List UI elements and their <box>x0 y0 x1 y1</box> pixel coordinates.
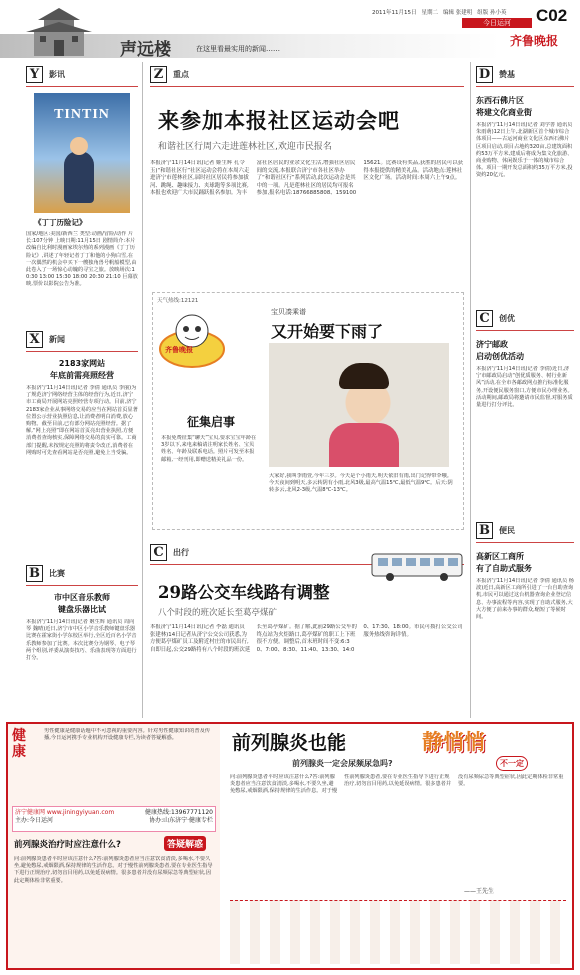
health-ad <box>6 722 574 970</box>
economy-headline-1: 东西石佛片区 <box>476 96 524 105</box>
service-body: 本报济宁11月14日讯(记者 李倩 通讯员 杨波)近日,高新区工商所引进了一台自助查询机,市民可以通过这台机器查询企业登记信息、办事流程等内容,实现了自助式服务,大大方便了前来办事的群众,缩短了等候时间。 <box>476 578 574 621</box>
ad-hotline: 健康热线:13967771120 <box>144 809 213 816</box>
startup-headline-2: 启动创优活动 <box>476 352 524 361</box>
ad-sponsor: 主办:今日运河 <box>15 817 54 824</box>
startup-section-header <box>476 310 574 331</box>
column-divider <box>142 62 143 718</box>
child-photo <box>269 343 449 467</box>
weather-hotline: 天气热线:12121 <box>157 298 199 304</box>
section-tag: 重点 <box>173 70 189 79</box>
ad-ask-tag: 不一定 <box>496 756 528 771</box>
section-tag: 新闻 <box>49 335 65 344</box>
section-tag: 比赛 <box>49 569 65 578</box>
bus-story <box>150 544 464 718</box>
film-section-header <box>26 66 138 87</box>
paper-logo: 齐鲁晚报 <box>510 34 559 48</box>
ad-product-photo <box>230 900 566 964</box>
section-red-tab: 今日运河 <box>462 18 532 28</box>
right-column <box>476 66 574 714</box>
news-section-header <box>26 331 138 352</box>
feature-story <box>150 66 464 278</box>
bus-headline: 29路公交车线路有调整 <box>158 583 330 602</box>
section-tag: 创优 <box>499 314 515 323</box>
service-section-header <box>476 522 574 543</box>
news-headline-2: 年底前需亮照经营 <box>50 371 114 380</box>
ad-info-bar <box>12 806 216 832</box>
page-number: C02 <box>536 6 568 25</box>
service-headline-1: 高新区工商所 <box>476 552 524 561</box>
weather-headline: 又开始要下雨了 <box>271 322 384 341</box>
section-letter: X <box>26 331 43 348</box>
section-letter: C <box>150 544 167 561</box>
weather-badge: 齐鲁晚报 <box>165 346 193 354</box>
section-letter: C <box>476 310 493 327</box>
section-tag: 出行 <box>173 548 189 557</box>
startup-body: 本报济宁11月14日讯(记者 李倩)近日,济宁市邮政局启动“创优质服务、树行业新风”活动,在全市各邮政网点推行标准化服务,开设便民服务窗口,方便市民办理业务。活动期间,邮政局将邀请市民监督,对服务质量进行打分评比。 <box>476 366 573 409</box>
column-banner <box>0 34 500 58</box>
startup-headline-1: 济宁邮政 <box>476 340 508 349</box>
caption-title: 征集启事 <box>187 415 236 429</box>
ad-stamp: 答疑解惑 <box>164 836 206 851</box>
health-title: 健康 <box>12 728 26 760</box>
left-column <box>26 66 138 714</box>
film-body: 国家/地区:美国/新西兰 类型:动画/冒险/动作 片长:107分钟 上映日期:11月15日 剧情简介:本片改编自比利时漫画家埃尔热的系列漫画《丁丁历险记》,讲述了年轻记者丁丁和他的小狗白雪,在一次偶然的机会中买下一艘独角兽号帆船模型,由此卷入了一场惊心动魄的寻宝之旅。放映场次:10:30 13:00 15:30 18:00 20:30 21:10 巨幕放映,票价以影院公告为准。 <box>26 231 138 288</box>
ad-left-panel <box>8 724 220 968</box>
ad-right-body: 问:前列腺炎患者平时应该注意什么?答:前列腺炎患者应当注意饮食清淡,多喝水,不要久坐,避免憋尿,戒烟限酒,保持规律的生活作息。对于慢性前列腺炎患者,要在专业医生指导下进行正规治疗,切勿盲目用药,以免延误病情。很多患者并没有尿频尿急等典型症状,因此定期体检非常重要。 <box>230 774 564 795</box>
poster-title: TINTIN <box>54 107 110 122</box>
weather-box <box>152 292 464 530</box>
section-letter: B <box>26 565 43 582</box>
column-divider <box>470 62 471 718</box>
contest-headline-2: 键盘乐器比试 <box>58 605 106 614</box>
ad-qa-body: 问:前列腺炎患者平时应该注意什么?答:前列腺炎患者应当注意饮食清淡,多喝水,不要久坐,避免憋尿,戒烟限酒,保持规律的生活作息。对于慢性前列腺炎患者,要在专业医生指导下进行正规治疗,切勿盲目用药,以免延误病情。很多患者并没有尿频尿急等典型症状,因此定期体检非常重要。 <box>14 856 213 884</box>
news-headline-1: 2183家网站 <box>58 359 106 368</box>
ad-coorganizer: 协办:山东济宁·健康专栏 <box>149 817 213 824</box>
weather-small-title: 宝贝凑乘谱 <box>271 308 306 316</box>
film-title: 《丁丁历险记》 <box>34 218 87 227</box>
contest-body: 本报济宁11月14日讯(记者 姬生辉 通讯员 周向琴 魏晴)近日,济宁市中区小学音乐教师键盘乐器比赛在霍家街小学东校区举行,全区近百名小学音乐教师参加了比赛。本次比赛分为钢琴、电子琴两个组别,评委从演奏技巧、乐曲表现等方面进行打分。 <box>26 619 137 662</box>
feature-section-header <box>150 66 464 87</box>
bus-icon <box>370 550 464 582</box>
section-tag: 影讯 <box>49 70 65 79</box>
banner-title: 声远楼 <box>120 40 171 60</box>
ad-right-panel <box>224 724 572 968</box>
news-body: 本报济宁11月14日讯(记者 李倩 通讯员 李丽)为了规范济宁网络经营主体的经营行为,近日,济宁市工商局开展网站亮照经营专项行动。目前,济宁2183家企业从事网络交易的应当在网站首页显著位置公示营业执照信息,让消费者明白消费,放心购物。截至目前,已有部分网站亮照经营。据了解,“网上亮照”即在网站首页亮出营业执照,方便消费者查询核实,保障网络交易的真实可靠。工商部门提醒,未按规定亮照的将责令改正,消费者在网购时可先查看网站是否亮照,避免上当受骗。 <box>26 385 138 456</box>
ad-site[interactable]: 济宁健康网 www.jiningyiyuan.com <box>15 809 115 816</box>
ad-ask-title: 前列腺炎一定会尿频尿急吗? <box>292 759 393 768</box>
feature-subhead: 和谐社区行周六走进莲林社区,欢迎市民报名 <box>158 142 332 152</box>
ad-signature: ——王先生 <box>464 888 495 895</box>
contest-section-header <box>26 565 138 586</box>
section-tag: 便民 <box>499 526 515 535</box>
economy-headline-2: 将建文化商业街 <box>476 108 532 117</box>
economy-section-header <box>476 66 574 87</box>
feature-headline: 来参加本报社区运动会吧 <box>158 108 400 133</box>
masthead <box>0 0 580 60</box>
section-tag: 赞基 <box>499 70 515 79</box>
weather-forecast: 大家好,我叫李雨萱,今年三岁。今天是个小雨天,明天依旧有雨,出门记得带伞哦。今天夜间到明天,多云转阴有小雨,北风3级,最高气温15℃,最低气温9℃。后天:阴转多云,北风2-3级,气温8℃-13℃。 <box>269 473 453 494</box>
service-headline-2: 有了自助式服务 <box>476 564 532 573</box>
contest-headline-1: 市中区音乐教师 <box>54 593 110 602</box>
section-letter: D <box>476 66 493 83</box>
weather-mascot-icon <box>157 309 227 371</box>
film-poster <box>34 93 130 213</box>
banner-slogan: 在这里看最实用的新闻…… <box>196 45 280 53</box>
caption-body: 本报免费征集“聊天”宝贝,要求宝宝年龄在3岁以下,来电来稿请注明家长姓名、宝贝姓名、年龄及联系电话。照片可发至本报邮箱,一经刊用,即赠送精美礼品一份。 <box>161 435 257 463</box>
section-letter: B <box>476 522 493 539</box>
ad-big-title: 前列腺炎也能 <box>232 732 347 754</box>
section-letter: Z <box>150 66 167 83</box>
ad-question-headline: 前列腺炎治疗时应注意什么? <box>14 840 121 850</box>
bus-body: 本报济宁11月14日讯(记者 李磊 通讯员 张建林)14日记者从济宁公交公司获悉,为方便葛亭煤矿员工及附近村庄的市民出行,自即日起,公交29路将有八个时段的班次延长至葛亭煤矿。据了解,此前29路公交车的终点站为火炬路口,葛亭煤矿的职工上下班很不方便。调整后,首末班时间不变:6:30、7:00、8:30、11:40、13:30、14:00、17:30、18:00。市民可拨打公交公司服务热线咨询详情。 <box>150 624 463 653</box>
masthead-date: 2011年11月15日 星期二 编辑 张建明 组版 孙小英 <box>372 10 507 16</box>
feature-body: 本报济宁11月14日讯(记者 姬生辉 孔令玉)“和谐社区行”社区运动会将在本周六走进济宁市莲林社区,届时社区居民将参加拔河、跳绳、趣味接力、夹球跑等多项比赛,本报也欢迎广大市民踊跃报名参加。为丰富社区居民的业余文化生活,增强社区居民间的交流,本报联合济宁市各社区举办了“和谐社区行”系列活动,此次运动会是其中的一项。凡是莲林社区的居民均可报名参加,报名电话:18766885808、15910015621。比赛设有奖品,获胜的居民可以获得本报提供的精美礼品。活动地点:莲林社区文化广场。活动时间:本周六上午9点。 <box>150 160 464 197</box>
tower-icon <box>4 4 114 58</box>
ad-intro: 男性健康是健康话题中不可忽视的重要内容。针对男性健康知识的普及传播,今日运河携手专业机构开设健康专栏,为读者答疑解惑。 <box>44 728 211 742</box>
bus-subhead: 八个时段的班次延长至葛亭煤矿 <box>158 608 278 618</box>
section-letter: Y <box>26 66 43 83</box>
ad-big-title-accent: 静悄悄 <box>422 729 485 754</box>
economy-body: 本报济宁11月14日讯(记者 刘学善 通讯员 朱雨萌)12日上午,北湖新区首个城市综合体项目——古运河商业文化区东西石佛片区项目启动,项目占地约320亩,总建筑面积约53万平方米,建成后将成为集文化旅游、商业购物、休闲娱乐于一体的城市综合体。项目一期开发总面积约35万平方米,投资约20亿元。 <box>476 122 573 179</box>
